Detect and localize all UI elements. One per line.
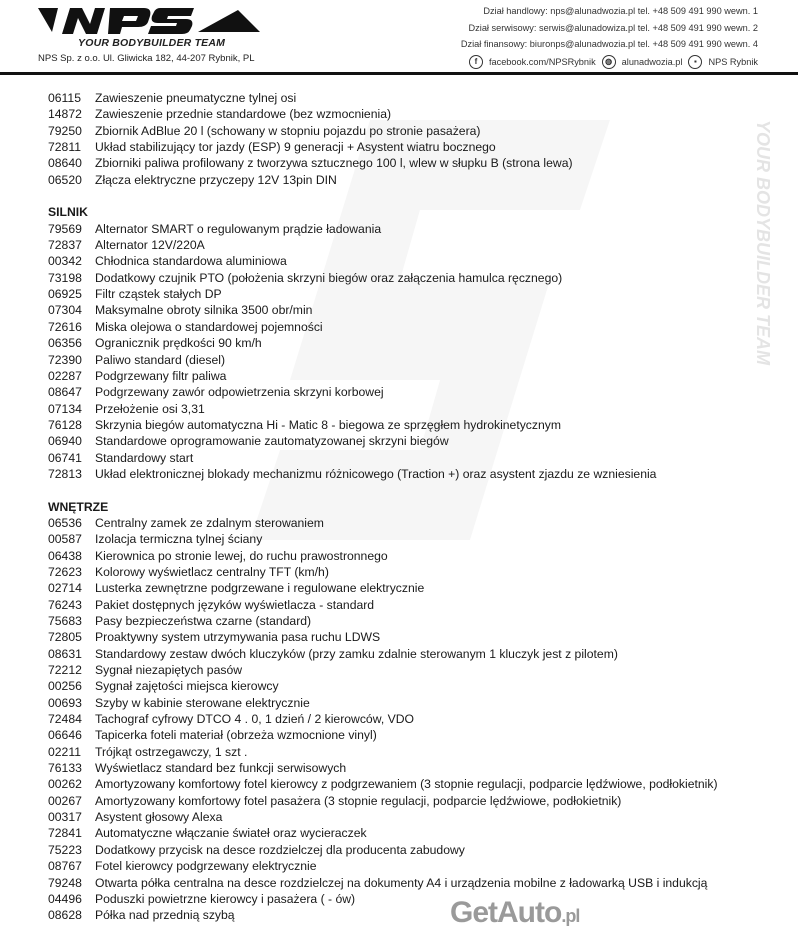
item-code: 76128 [48, 417, 82, 432]
list-item [48, 727, 718, 743]
getauto-tld: .pl [561, 906, 580, 926]
item-description: Kierownica po stronie lewej, do ruchu prawostronnego [95, 548, 388, 563]
list-item [48, 842, 718, 858]
item-description: Dodatkowy czujnik PTO (położenia skrzyni biegów oraz załączenia hamulca ręcznego) [95, 270, 563, 285]
item-description: Zawieszenie przednie standardowe (bez wzmocnienia) [95, 107, 392, 122]
item-code: 08640 [48, 156, 82, 171]
item-code: 04496 [48, 891, 82, 906]
list-item [48, 597, 718, 613]
list-item [48, 368, 718, 384]
item-description: Paliwo standard (diesel) [95, 352, 226, 367]
company-address: NPS Sp. z o.o. Ul. Gliwicka 182, 44-207 Rybnik, PL [38, 53, 255, 64]
item-code: 72616 [48, 319, 82, 334]
item-code: 72390 [48, 352, 82, 367]
list-item [48, 825, 718, 841]
list-item [48, 646, 718, 662]
item-description: Skrzynia biegów automatyczna Hi - Matic 8 - biegowa ze sprzęgłem hydrokinetycznym [95, 417, 562, 432]
list-item [48, 335, 718, 351]
list-item [48, 613, 718, 629]
item-description: Podgrzewany zawór odpowietrzenia skrzyni korbowej [95, 385, 384, 400]
list-item [48, 352, 718, 368]
item-code: 06356 [48, 336, 82, 351]
equipment-list [48, 90, 718, 924]
item-code: 72484 [48, 712, 82, 727]
list-item [48, 384, 718, 400]
list-item [48, 662, 718, 678]
item-description: Tachograf cyfrowy DTCO 4 . 0, 1 dzień / 2 kierowców, VDO [95, 712, 415, 727]
website-link[interactable]: alunadwozia.pl [621, 56, 683, 67]
list-item [48, 286, 718, 302]
item-description: Lusterka zewnętrzne podgrzewane i regulowane elektrycznie [95, 581, 425, 596]
list-item [48, 466, 718, 482]
section-heading: SILNIK [48, 205, 88, 220]
item-description: Przełożenie osi 3,31 [95, 401, 205, 416]
item-description: Otwarta półka centralna na desce rozdzielczej na dokumenty A4 i urządzenia mobilne z ładowarką USB i indukcją [95, 875, 708, 890]
facebook-icon: f [469, 55, 483, 69]
list-item [48, 548, 718, 564]
list-item [48, 744, 718, 760]
item-code: 08647 [48, 385, 82, 400]
item-code: 00262 [48, 777, 82, 792]
item-code: 06438 [48, 548, 82, 563]
item-description: Szyby w kabinie sterowane elektrycznie [95, 695, 310, 710]
item-code: 07134 [48, 401, 82, 416]
list-item [48, 515, 718, 531]
item-code: 72813 [48, 466, 82, 481]
item-description: Układ stabilizujący tor jazdy (ESP) 9 generacji + Asystent wiatru bocznego [95, 140, 496, 155]
list-item [48, 155, 718, 171]
item-description: Trójkąt ostrzegawczy, 1 szt . [95, 744, 248, 759]
item-code: 79250 [48, 123, 82, 138]
item-description: Kolorowy wyświetlacz centralny TFT (km/h) [95, 564, 329, 579]
list-item [48, 809, 718, 825]
list-item [48, 858, 718, 874]
item-description: Automatyczne włączanie świateł oraz wycieraczek [95, 826, 367, 841]
item-code: 75683 [48, 614, 82, 628]
getauto-text: GetAuto [450, 896, 562, 929]
item-description: Asystent głosowy Alexa [95, 810, 223, 825]
contacts [461, 3, 758, 70]
list-item [48, 760, 718, 776]
item-description: Złącza elektryczne przyczepy 12V 13pin DIN [95, 172, 337, 187]
slogan: YOUR BODYBUILDER TEAM [78, 37, 226, 49]
item-code: 06741 [48, 450, 82, 465]
item-code: 06925 [48, 287, 82, 302]
item-description: Amortyzowany komfortowy fotel kierowcy z podgrzewaniem (3 stopnie regulacji, podparcie lędźwiowe, podłokietnik) [95, 777, 718, 792]
item-code: 00342 [48, 254, 82, 269]
item-description: Pakiet dostępnych języków wyświetlacza - standard [95, 597, 375, 612]
contact-service: Dział serwisowy: serwis@alunadowiza.pl tel. +48 509 491 990 wewn. 2 [468, 22, 758, 33]
item-description: Fotel kierowcy podgrzewany elektrycznie [95, 859, 317, 874]
item-code: 02287 [48, 368, 82, 383]
list-item [48, 106, 718, 122]
list-item [48, 580, 718, 596]
list-item [48, 678, 718, 694]
list-item [48, 907, 718, 923]
item-description: Wyświetlacz standard bez funkcji serwisowych [95, 761, 347, 776]
item-code: 08628 [48, 908, 82, 923]
item-code: 76133 [48, 761, 82, 776]
nps-logo [38, 4, 260, 36]
item-description: Filtr cząstek stałych DP [95, 287, 222, 302]
list-item [48, 629, 718, 645]
item-description: Standardowy start [95, 450, 194, 465]
item-description: Poduszki powietrzne kierowcy i pasażera ( - ów) [95, 891, 356, 906]
item-description: Podgrzewany filtr paliwa [95, 368, 227, 383]
item-description: Układ elektronicznej blokady mechanizmu różnicowego (Traction +) oraz asystent zjazdu ze wzniesienia [95, 466, 657, 481]
list-item [48, 891, 718, 907]
list-item [48, 221, 718, 237]
item-code: 06115 [48, 91, 81, 105]
item-code: 72841 [48, 826, 82, 841]
item-code: 06646 [48, 728, 82, 743]
item-description: Centralny zamek ze zdalnym sterowaniem [95, 515, 324, 530]
list-item [48, 793, 718, 809]
item-code: 14872 [48, 107, 82, 122]
item-code: 06940 [48, 434, 82, 449]
item-code: 73198 [48, 270, 82, 285]
item-description: Zbiornik AdBlue 20 l (schowany w stopniu pojazdu po stronie pasażera) [95, 123, 481, 138]
list-item [48, 695, 718, 711]
item-code: 72623 [48, 564, 82, 579]
list-item [48, 450, 718, 466]
item-code: 06536 [48, 515, 82, 530]
list-item [48, 711, 718, 727]
list-item [48, 90, 718, 106]
item-description: Alternator SMART o regulowanym prądzie ładowania [95, 221, 382, 236]
item-description: Sygnał zajętości miejsca kierowcy [95, 679, 279, 694]
slogan-watermark: YOUR BODYBUILDER TEAM [753, 120, 773, 366]
item-description: Izolacja termiczna tylnej ściany [95, 532, 263, 547]
item-code: 08767 [48, 859, 82, 874]
item-code: 79248 [48, 875, 82, 890]
list-item [48, 172, 718, 188]
list-item [48, 319, 718, 335]
item-description: Proaktywny system utrzymywania pasa ruchu LDWS [95, 630, 381, 645]
item-code: 76243 [48, 597, 82, 612]
contact-finance: Dział finansowy: biuronps@alunadwozia.pl tel. +48 509 491 990 wewn. 4 [460, 39, 758, 49]
youtube-icon: ▪ [688, 55, 702, 69]
item-code: 79569 [48, 221, 82, 236]
item-description: Chłodnica standardowa aluminiowa [95, 254, 287, 269]
item-description: Standardowy zestaw dwóch kluczyków (przy zamku zdalnie sterowanym 1 kluczyk jest z pilotem) [95, 646, 618, 661]
item-code: 72811 [48, 140, 81, 155]
globe-icon: ◍ [602, 55, 616, 69]
list-item [48, 253, 718, 269]
item-description: Półka nad przednią szybą [95, 908, 235, 923]
header-divider [0, 72, 798, 75]
item-code: 00267 [48, 793, 82, 808]
spacer [48, 188, 718, 204]
item-description: Miska olejowa o standardowej pojemności [95, 319, 323, 334]
spacer [48, 482, 718, 498]
item-description: Zbiorniki paliwa profilowany z tworzywa sztucznego 100 l, wlew w słupku B (strona lewa) [95, 156, 573, 171]
item-code: 00587 [48, 532, 82, 547]
item-description: Amortyzowany komfortowy fotel pasażera (3 stopnie regulacji, podparcie lędźwiowe, podłokietnik) [95, 793, 622, 808]
youtube-link[interactable]: NPS Rybnik [708, 56, 758, 67]
list-item [48, 139, 718, 155]
item-description: Ogranicznik prędkości 90 km/h [95, 336, 262, 351]
facebook-link[interactable]: facebook.com/NPSRybnik [488, 56, 596, 67]
item-code: 72212 [48, 663, 82, 678]
item-description: Standardowe oprogramowanie zautomatyzowanej skrzyni biegów [95, 434, 449, 449]
item-code: 75223 [48, 842, 82, 857]
item-description: Dodatkowy przycisk na desce rozdzielczej dla producenta zabudowy [95, 842, 465, 857]
list-item [48, 776, 718, 792]
item-code: 08631 [48, 646, 82, 661]
contact-sales: Dział handlowy: nps@alunadwozia.pl tel. +48 509 491 990 wewn. 1 [483, 6, 758, 16]
item-description: Maksymalne obroty silnika 3500 obr/min [95, 303, 313, 318]
list-item [48, 401, 718, 417]
item-code: 72837 [48, 238, 82, 253]
social-links [461, 54, 758, 71]
list-item [48, 564, 718, 580]
item-code: 06520 [48, 172, 82, 187]
item-code: 00693 [48, 695, 82, 710]
list-item [48, 302, 718, 318]
item-description: Tapicerka foteli materiał (obrzeża wzmocnione vinyl) [95, 728, 377, 743]
list-item [48, 237, 718, 253]
item-code: 00256 [48, 679, 82, 694]
item-description: Sygnał niezapiętych pasów [95, 663, 243, 678]
list-item [48, 875, 718, 891]
list-item [48, 270, 718, 286]
list-item [48, 123, 718, 139]
item-code: 72805 [48, 630, 82, 645]
section-heading: WNĘTRZE [48, 499, 109, 514]
item-description: Alternator 12V/220A [95, 238, 205, 253]
item-code: 02714 [48, 581, 82, 596]
item-code: 00317 [48, 810, 82, 825]
item-code: 07304 [48, 303, 82, 318]
list-item [48, 417, 718, 433]
item-description: Zawieszenie pneumatyczne tylnej osi [95, 91, 297, 105]
list-item [48, 433, 718, 449]
item-code: 02211 [48, 744, 81, 759]
list-item [48, 531, 718, 547]
item-description: Pasy bezpieczeństwa czarne (standard) [95, 614, 312, 628]
